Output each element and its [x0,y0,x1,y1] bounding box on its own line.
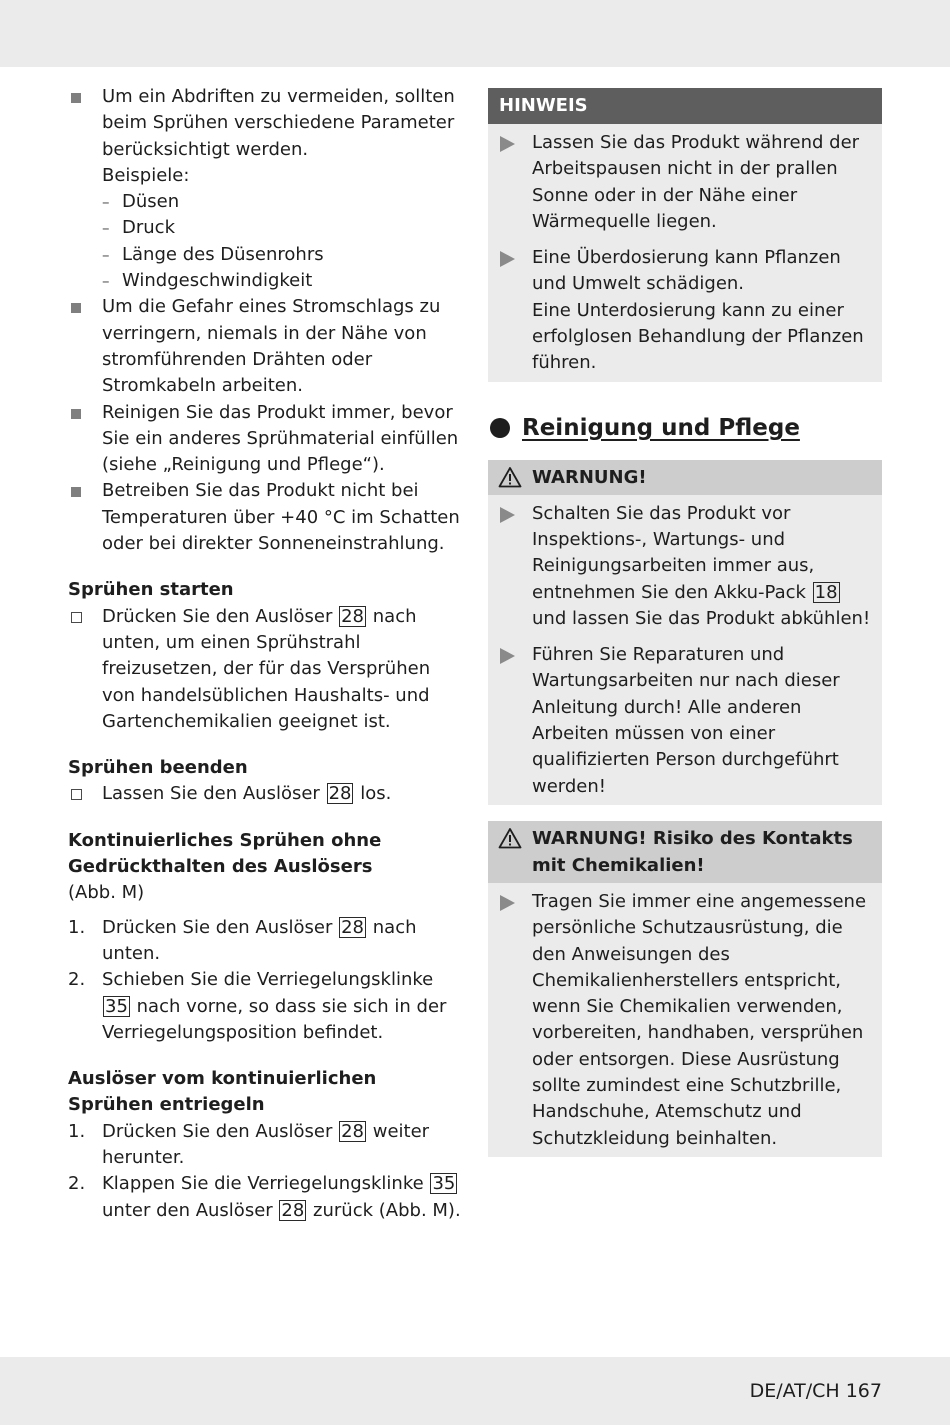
checkbox-bullet-icon [71,612,82,623]
square-bullet-icon [71,303,81,313]
part-reference: 35 [432,1173,456,1195]
list-item: – Länge des Düsenrohrs [102,242,463,268]
part-reference: 35 [105,995,128,1017]
section-title: Reinigung und Pflege [488,412,882,444]
continuous-steps [68,915,463,1046]
right-column [488,88,882,1157]
list-item: – Düsen [102,189,463,215]
list-item: Lassen Sie das Produkt während der Arbeitspausen nicht in der prallen Sonne oder in der Nähe einer Wärmequelle liegen. [488,130,872,235]
list-item: Um die Gefahr eines Stromschlags zu verringern, niemals in der Nähe von stromführenden Drähten oder Stromkabeln arbeiten. [68,294,463,399]
section-heading-start: Sprühen starten [68,579,234,601]
section-heading-continuous: Kontinuierliches Sprühen ohne Gedrückthalten des Auslösers [68,829,382,878]
bullet-dot-icon [490,418,510,438]
page-number: DE/AT/CH 167 [749,1380,882,1402]
part-reference: 28 [341,605,365,627]
triangle-bullet-icon [500,895,515,911]
triangle-bullet-icon [500,507,515,523]
list-item: Eine Überdosierung kann Pflanzen und Umwelt schädigen. Eine Unterdosierung kann zu einer erfolglosen Behandlung der Pflanzen führen. [488,245,872,376]
list-item: 1. Drücken Sie den Auslöser 28 weiter herunter. [68,1120,430,1168]
safety-bullet-list [68,84,463,557]
triangle-bullet-icon [500,136,515,152]
warning-title: WARNUNG! [488,460,882,495]
left-column [68,84,463,1224]
list-item: Schalten Sie das Produkt vor Inspektions-, Wartungs- und Reinigungsarbeiten immer aus, entnehmen Sie den Akku-Pack 18 und lassen Sie das Produkt abkühlen! [488,501,872,632]
warning-box [488,460,882,805]
list-item: Reinigen Sie das Produkt immer, bevor Sie ein anderes Sprühmaterial einfüllen (siehe „Reinigung und Pflege“). [68,400,463,479]
list-item: Lassen Sie den Auslöser 28 los. [68,781,463,807]
checkbox-bullet-icon [71,789,82,800]
part-reference: 28 [341,1120,365,1142]
list-item: Um ein Abdriften zu vermeiden, sollten beim Sprühen verschiedene Parameter berücksichtigt werden. Beispiele: – Düsen – Druck – Länge des Düsenrohrs – Windgeschwindigkeit [68,84,463,294]
hinweis-box [488,88,882,382]
list-item: Tragen Sie immer eine angemessene persönliche Schutzausrüstung, die den Anweisungen des Chemikalienherstellers entspricht, wenn Sie Chemikalien verwenden, vorbereiten, handhaben, versprühen oder entsorgen. Diese Ausrüstung sollte zumindest eine Schutzbrille, Handschuhe, Atemschutz und Schutzkleidung beinhalten. [488,889,872,1152]
list-item: Drücken Sie den Auslöser 28 nach unten, um einen Sprühstrahl freizusetzen, der für das Versprühen von handelsüblichen Haushalts- und Gartenchemikalien geeignet ist. [68,604,463,735]
section-heading-stop: Sprühen beenden [68,757,248,779]
figure-reference: (Abb. M) [68,882,145,904]
list-item: 2. Klappen Sie die Verriegelungsklinke 35 unter den Auslöser 28 zurück (Abb. M). [68,1173,461,1221]
header-band [0,0,950,67]
section-heading-release: Auslöser vom kontinuierlichen Sprühen entriegeln [68,1068,377,1116]
part-reference: 18 [814,581,838,603]
release-steps [68,1119,463,1224]
list-item: 2. Schieben Sie die Verriegelungsklinke 35 nach vorne, so dass sie sich in der Verriegelungsposition befindet. [68,969,447,1043]
warning-triangle-icon [498,466,522,488]
square-bullet-icon [71,409,81,419]
chemical-warning-title: WARNUNG! Risiko des Kontakts mit Chemikalien! [488,821,882,883]
examples-label: Beispiele: [102,164,190,186]
triangle-bullet-icon [500,648,515,664]
hinweis-title: HINWEIS [488,88,882,124]
part-reference: 28 [341,916,365,938]
chemical-warning-box [488,821,882,1157]
examples-list [102,189,463,294]
list-item: – Druck [102,215,463,241]
list-item: 1. Drücken Sie den Auslöser 28 nach unten. [68,916,417,964]
list-item: Betreiben Sie das Produkt nicht bei Temperaturen über +40 °C im Schatten oder bei direkter Sonneneinstrahlung. [68,478,463,557]
part-reference: 28 [281,1199,305,1221]
triangle-bullet-icon [500,251,515,267]
list-item: – Windgeschwindigkeit [102,268,463,294]
part-reference: 28 [328,783,352,805]
list-item: Führen Sie Reparaturen und Wartungsarbeiten nur nach dieser Anleitung durch! Alle anderen Arbeiten müssen von einer qualifizierten Person durchgeführt werden! [488,642,872,800]
square-bullet-icon [71,487,81,497]
square-bullet-icon [71,93,81,103]
warning-triangle-icon [498,827,522,849]
